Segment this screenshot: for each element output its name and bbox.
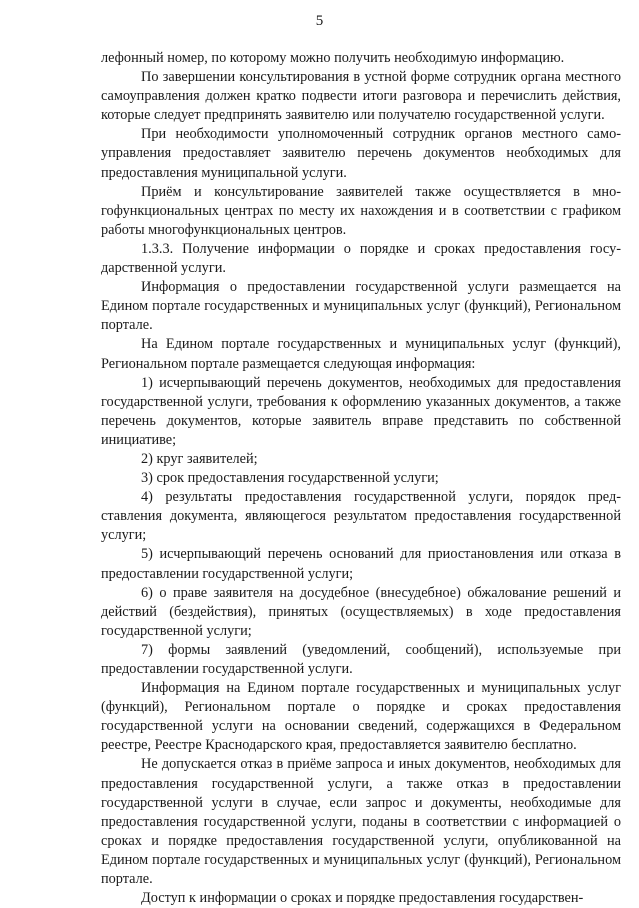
paragraph: Информация на Едином портале государственных и муниципальных услуг (функций), Региональном портале о порядке и сроках предоставления государственной услуги на основании сведений, содержащихся в Федеральном реестре, Реестре Краснодарского края, предоставляется заявителю бесплатно.	[101, 680, 621, 754]
list-item: 4) результаты предоставления государственной услуги, порядок представления документа, являющегося результатом предоставления государственной услуги;	[101, 489, 621, 544]
paragraph: При необходимости уполномоченный сотрудник органов местного самоуправления предоставляет заявителю перечень документов необходимых для предоставления муниципальной услуги.	[101, 126, 621, 181]
paragraph: Информация о предоставлении государственной услуги размещается на Едином портале государственных и муниципальных услуг (функций), Региональном портале.	[101, 279, 621, 334]
paragraph: 1.3.3. Получение информации о порядке и сроках предоставления государственной услуги.	[101, 240, 621, 277]
list-item: 7) формы заявлений (уведомлений, сообщений), используемые при предоставлении государственной услуги.	[101, 641, 621, 677]
list-item: 3) срок предоставления государственной услуги;	[141, 470, 439, 487]
list-item: 5) исчерпывающий перечень оснований для приостановления или отказа в предоставлении государственной услуги;	[101, 546, 621, 582]
list-item: 2) круг заявителей;	[141, 450, 258, 467]
paragraph: По завершении консультирования в устной форме сотрудник органа местного самоуправления должен кратко подвести итоги разговора и перечислить действия, которые следует предпринять заявителю или получателю государственной услуги.	[101, 69, 621, 124]
paragraph: Приём и консультирование заявителей также осуществляется в многофункциональных центрах по месту их нахождения и в соответствии с графиком работы многофункциональных центров.	[101, 183, 621, 238]
paragraph: Не допускается отказ в приёме запроса и иных документов, необходимых для предоставления государственной услуги, а также отказ в предоставлении государственной услуги в случае, если запрос и документы, необходимые для предоставления государственной услуги, поданы в соответствии с информацией о сроках и порядке предоставления государственной услуги, опубликованной на Едином портале государственных и муниципальных услуг (функций), Региональном портале.	[101, 756, 621, 888]
paragraph: лефонный номер, по которому можно получить необходимую информацию.	[101, 50, 565, 66]
paragraph: Доступ к информации о сроках и порядке предоставления государствен-	[141, 890, 584, 907]
list-item: 1) исчерпывающий перечень документов, необходимых для предоставления государственной услуги, требования к оформлению указанных документов, а также перечень документов, которые заявитель вправе представить по собственной инициативе;	[101, 374, 621, 448]
list-item: 6) о праве заявителя на досудебное (внесудебное) обжалование решений и действий (бездействия), принятых (осуществляемых) в ходе предоставления государственной услуги;	[101, 584, 621, 639]
paragraph: На Едином портале государственных и муниципальных услуг (функций), Региональном портале размещается следующая информация:	[101, 336, 621, 372]
body-text	[101, 49, 621, 908]
page-number: 5	[315, 13, 324, 29]
